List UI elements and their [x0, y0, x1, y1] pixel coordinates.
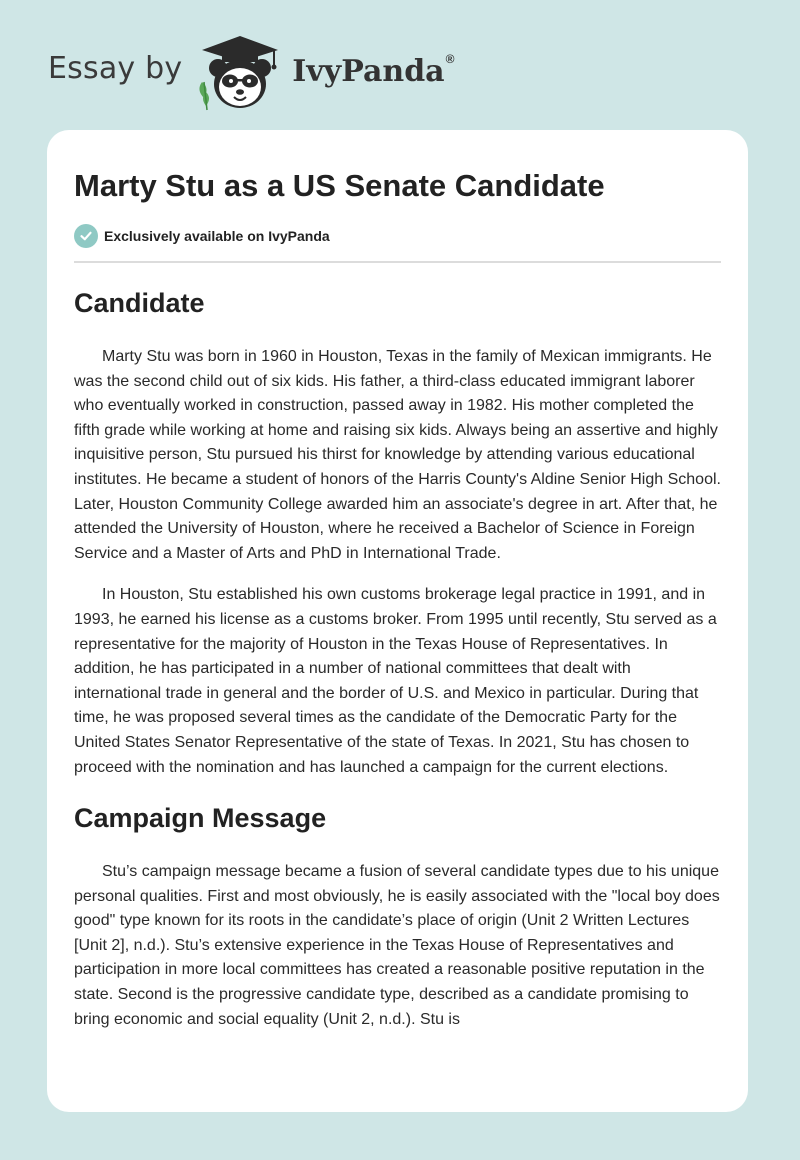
- exclusive-label: Exclusively available on IvyPanda: [104, 228, 330, 244]
- check-circle-icon: [74, 224, 98, 248]
- title-divider: [74, 261, 721, 263]
- paragraph: Stu’s campaign message became a fusion of several candidate types due to his unique personal qualities. First and most obviously, he is easily associated with the "local boy does good" type known for its roots in the candidate’s place of origin (Unit 2 Written Lectures [Unit 2], n.d.). Stu’s extensive experience in the Texas House of Representatives and participation in more local committees has created a reasonable positive reputation in the state. Second is the progressive candidate type, described as a candidate promising to bring economic and social equality (Unit 2, n.d.). Stu is: [74, 863, 720, 1028]
- exclusive-badge: [74, 224, 721, 248]
- essay-by-label: Essay by: [48, 50, 183, 86]
- section-heading-candidate: Candidate: [74, 288, 205, 318]
- brand-name[interactable]: IvyPanda®: [292, 51, 455, 89]
- registered-mark: ®: [445, 51, 455, 66]
- section-heading-campaign-message: Campaign Message: [74, 803, 327, 834]
- paragraph: In Houston, Stu established his own customs brokerage legal practice in 1991, and in 1993, he earned his license as a customs broker. From 1995 until recently, Stu served as a representative for the majority of Houston in the Texas House of Representatives. In addition, he has participated in a number of national committees that dealt with international trade in general and the border of U.S. and Mexico in particular. During that time, he was proposed several times as the candidate of the Democratic Party for the United States Senator Representative of the state of Texas. In 2021, Stu has chosen to proceed with the nomination and has launched a campaign for the current elections.: [74, 586, 717, 776]
- panda-graduate-logo-icon[interactable]: [194, 32, 286, 112]
- paragraph: Marty Stu was born in 1960 in Houston, Texas in the family of Mexican immigrants. He was the second child out of six kids. His father, a third-class educated immigrant laborer who eventually worked in construction, passed away in 1982. His mother completed the fifth grade while working at home and raising six kids. Always being an assertive and highly inquisitive person, Stu pursued his thirst for knowledge by attending various educational institutes. He became a student of honors of the Harris County's Aldine Senior High School. Later, Houston Community College awarded him an associate's degree in art. After that, he attended the University of Houston, where he received a Bachelor of Science in Foreign Service and a Master of Arts and PhD in International Trade.: [74, 348, 721, 562]
- essay-card: [47, 130, 748, 1112]
- page-title: Marty Stu as a US Senate Candidate: [74, 168, 605, 203]
- site-header: [48, 32, 454, 112]
